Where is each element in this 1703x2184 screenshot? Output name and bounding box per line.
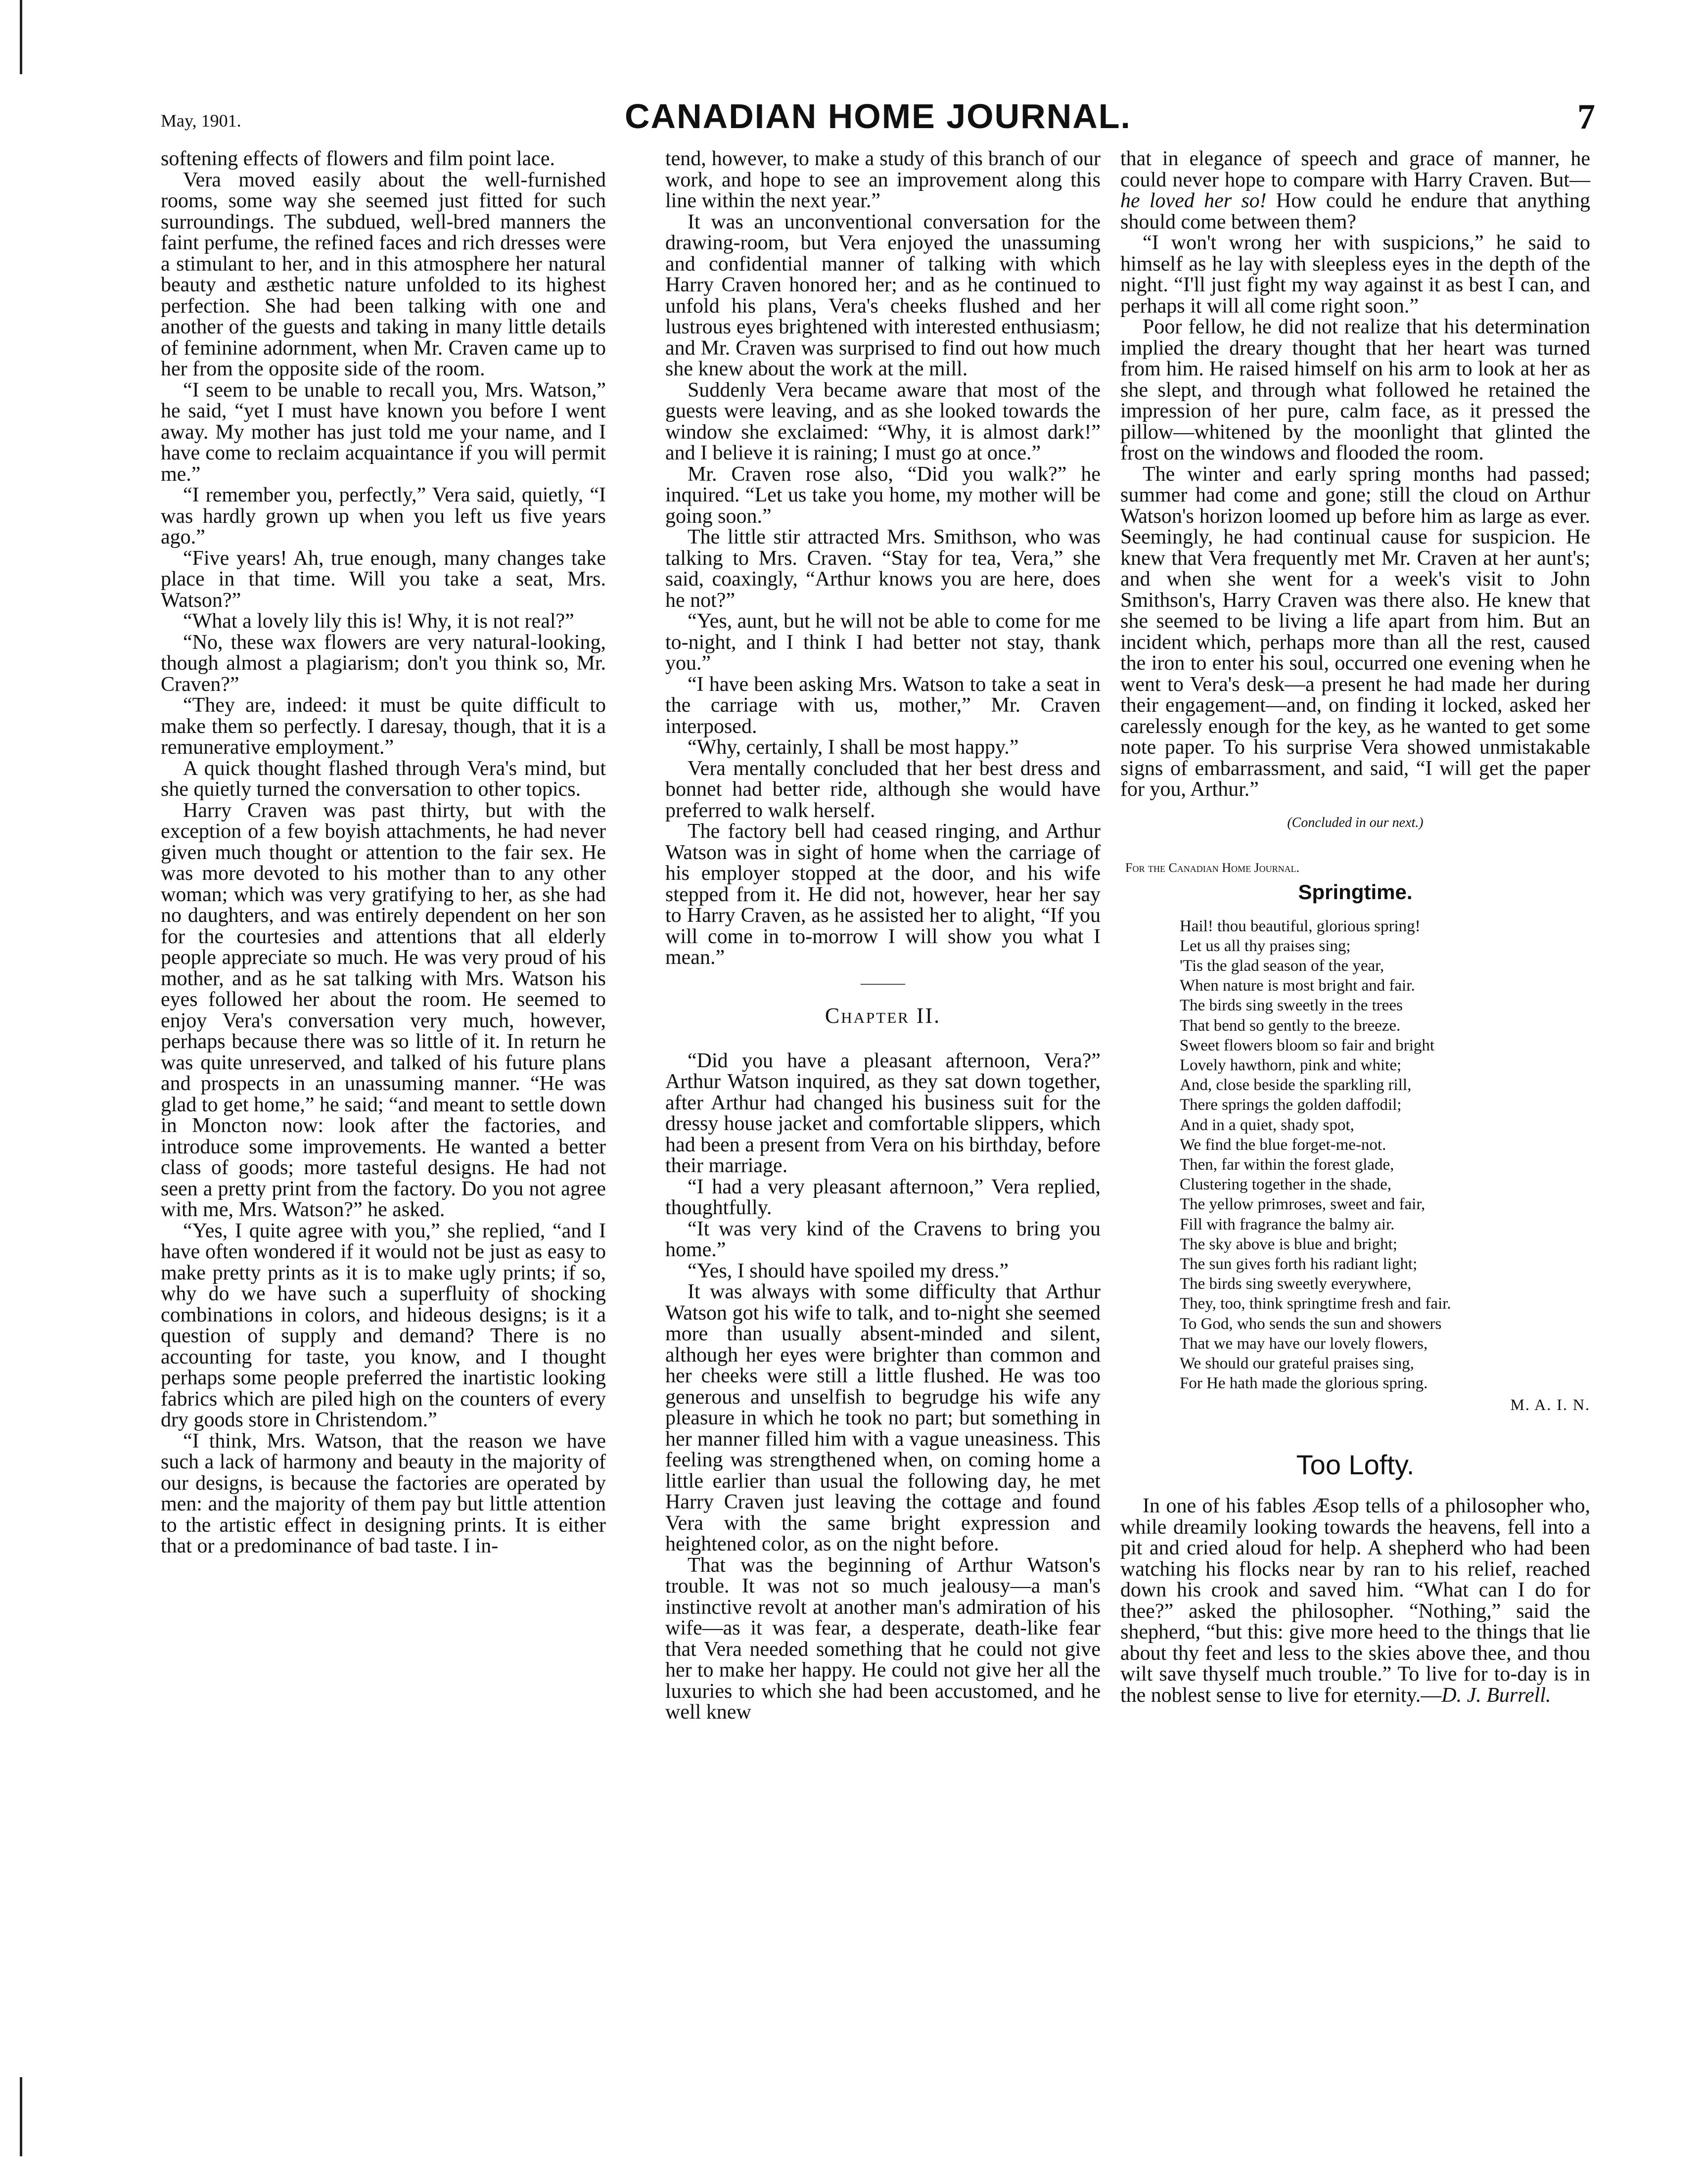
binding-mark-top <box>20 0 22 74</box>
article-title: Too Lofty. <box>1296 1449 1415 1481</box>
poem-credit-line: For the Canadian Home Journal. <box>1125 860 1300 875</box>
paragraph: “I seem to be unable to recall you, Mrs. Watson,” he said, “yet I must have known you before I went away. My mother has just told me your name, and I have come to reclaim acquaintance if you will permit me.” <box>161 378 606 486</box>
poem-line: There springs the golden daffodil; <box>1180 1096 1402 1114</box>
poem-line: For He hath made the glorious spring. <box>1180 1374 1428 1393</box>
poem-line: And, close beside the sparkling rill, <box>1180 1076 1412 1094</box>
poem-line: That we may have our lovely flowers, <box>1180 1334 1428 1353</box>
poem-line: And in a quiet, shady spot, <box>1180 1116 1354 1134</box>
paragraph: “Why, certainly, I shall be most happy.” <box>688 736 1019 759</box>
continued-note: (Concluded in our next.) <box>1287 815 1424 830</box>
binding-mark-bottom <box>20 2077 22 2156</box>
poem-line: The yellow primroses, sweet and fair, <box>1180 1195 1426 1214</box>
paragraph: A quick thought flashed through Vera's mind, but she quietly turned the conversation to other topics. <box>161 757 606 801</box>
paragraph: Suddenly Vera became aware that most of the guests were leaving, and as she looked towards the window she exclaimed: “Why, it is almost dark!” and I believe it is raining; I must go at once.” <box>665 378 1101 464</box>
paragraph: “I think, Mrs. Watson, that the reason we have such a lack of harmony and beauty in the majority of our designs, is because the factories are operated by men: and the majority of them pay but little attention to the artistic effect in designing prints. It is either that or a predominance of bad taste. I in- <box>161 1429 606 1557</box>
section-separator: ——— <box>861 974 905 991</box>
paragraph: Vera mentally concluded that her best dress and bonnet had better ride, although she would have preferred to walk herself. <box>665 757 1101 822</box>
paragraph: softening effects of flowers and film point lace. <box>161 147 555 170</box>
paragraph: The winter and early spring months had passed; summer had come and gone; still the cloud on Arthur Watson's horizon loomed up before him as large as ever. Seemingly, he had continual cause for suspicion. He knew that Vera frequently met Mr. Craven at her aunt's; and when she went for a week's visit to John Smithson's, Harry Craven was there also. He knew that she seemed to be living a life apart from him. But an incident which, perhaps more than all the rest, caused the iron to enter his soul, occurred one evening when he went to Vera's desk—a present he had made her during their engagement—and, on finding it locked, asked her carelessly enough for the key, as he wanted to get some note paper. To his surprise Vera showed unmistakable signs of embarrassment, and said, “I will get the paper for you, Arthur.” <box>1120 462 1590 801</box>
paragraph: “I won't wrong her with suspicions,” he said to himself as he lay with sleepless eyes in the depth of the night. “I'll just fight my way against it as best I can, and perhaps it will all come right soon.” <box>1120 231 1590 318</box>
paragraph: “No, these wax flowers are very natural-looking, though almost a plagiarism; don't you think so, Mr. Craven?” <box>161 631 606 696</box>
paragraph: “I remember you, perfectly,” Vera said, quietly, “I was hardly grown up when you left us five years ago.” <box>161 484 606 548</box>
paragraph: It was always with some difficulty that Arthur Watson got his wife to talk, and to-night she seemed more than usually absent-minded and silent, although her eyes were brighter than common and her cheeks were still a little flushed. He was too generous and unselfish to begrudge his wife any pleasure in which he took no part; but something in her manner filled him with a vague uneasiness. This feeling was strengthened when, on coming home a little earlier than usual the following day, he met Harry Craven just leaving the cottage and found Vera with the same bright expression and heightened color, as on the night before. <box>665 1280 1101 1555</box>
poem-line: We should our grateful praises sing, <box>1180 1354 1414 1372</box>
paragraph: The little stir attracted Mrs. Smithson, who was talking to Mrs. Craven. “Stay for tea, Vera,” she said, coaxingly, “Arthur knows you are here, does he not?” <box>665 526 1101 612</box>
poem-title: Springtime. <box>1298 880 1413 904</box>
paragraph <box>1120 148 1590 232</box>
poem-line: 'Tis the glad season of the year, <box>1180 956 1384 975</box>
poem-line: The birds sing sweetly in the trees <box>1180 997 1403 1015</box>
poem-line: Fill with fragrance the balmy air. <box>1180 1215 1395 1233</box>
poem-line: To God, who sends the sun and showers <box>1180 1315 1442 1333</box>
issue-date: May, 1901. <box>161 111 241 131</box>
paragraph: tend, however, to make a study of this branch of our work, and hope to see an improvement along this line within the next year.” <box>665 147 1101 212</box>
poem-line: Sweet flowers bloom so fair and bright <box>1180 1036 1435 1054</box>
poem-line: Then, far within the forest glade, <box>1180 1155 1394 1174</box>
paragraph: “What a lovely lily this is! Why, it is not real?” <box>183 610 574 633</box>
text-run: How could he endure that anything should come between them? <box>1120 189 1590 233</box>
paragraph: “Did you have a pleasant afternoon, Vera?” Arthur Watson inquired, as they sat down together, after Arthur had changed his business suit for the dressy house jacket and comfortable slippers, which had been a present from Vera on his birthday, before their marriage. <box>665 1049 1101 1177</box>
paragraph: “It was very kind of the Cravens to bring you home.” <box>665 1217 1101 1261</box>
journal-title: CANADIAN HOME JOURNAL. <box>625 97 1131 136</box>
paragraph: “Five years! Ah, true enough, many changes take place in that time. Will you take a seat, Mrs. Watson?” <box>161 546 606 612</box>
column-1 <box>161 148 606 1557</box>
paragraph: Vera moved easily about the well-furnished rooms, some way she seemed just fitted for such surroundings. The subdued, well-bred manners the faint perfume, the refined faces and rich dresses were a stimulant to her, and in this atmosphere her natural beauty and æsthetic nature unfolded to its highest perfection. She had been talking with one and another of the guests and taking in many little details of feminine adornment, when Mr. Craven came up to her from the opposite side of the room. <box>161 168 606 380</box>
paragraph: “I had a very pleasant afternoon,” Vera replied, thoughtfully. <box>665 1175 1101 1219</box>
poem-line: The sky above is blue and bright; <box>1180 1235 1397 1253</box>
page-number: 7 <box>1577 97 1595 136</box>
paragraph: “Yes, I should have spoiled my dress.” <box>688 1259 1009 1282</box>
paragraph: It was an unconventional conversation for the drawing-room, but Vera enjoyed the unassuming and confidential manner of talking with which Harry Craven honored her; and as he continued to unfold his plans, Vera's cheeks flushed and her lustrous eyes brightened with interested enthusiasm; and Mr. Craven was surprised to find out how much she knew about the work at the mill. <box>665 210 1101 380</box>
article-author: D. J. Burrell. <box>1441 1684 1551 1707</box>
paragraph: “I have been asking Mrs. Watson to take a seat in the carriage with us, mother,” Mr. Craven interposed. <box>665 673 1101 738</box>
chapter-heading: Chapter II. <box>825 1003 941 1028</box>
poem-line: Let us all thy praises sing; <box>1180 937 1351 955</box>
poem-line: Lovely hawthorn, pink and white; <box>1180 1056 1402 1074</box>
poem-line: The birds sing sweetly everywhere, <box>1180 1275 1412 1293</box>
paragraph: “They are, indeed: it must be quite difficult to make them so perfectly. I daresay, though, that it is a remunerative employment.” <box>161 694 606 759</box>
paragraph: Harry Craven was past thirty, but with the exception of a few boyish attachments, he had never given much thought or attention to the fair sex. He was more devoted to his mother than to any other woman; which was very gratifying to her, as she had no daughters, and was entirely dependent on her son for the courtesies and attentions that all elderly people appreciate so much. He was very proud of his mother, and as he sat talking with Mrs. Watson his eyes followed her about the room. He seemed to enjoy Vera's conversation very much, however, perhaps because there was so little of it. In return he was quite unreserved, and talked of his future plans and prospects in an unassuming manner. “He was glad to get home,” he said; “and meant to settle down in Moncton now: look after the factories, and introduce some improvements. He wanted a better class of goods; more tasteful designs. He had not seen a pretty print from the factory. Do you not agree with me, Mrs. Watson?” he asked. <box>161 799 606 1221</box>
poem-line: When nature is most bright and fair. <box>1180 977 1415 995</box>
poem-signature: M. A. I. N. <box>1510 1396 1590 1414</box>
poem-line: The sun gives forth his radiant light; <box>1180 1255 1418 1273</box>
paragraph: That was the beginning of Arthur Watson's trouble. It was not so much jealousy—a man's instinctive revolt at another man's admiration of his wife—as it was fear, a desperate, death-like fear that Vera needed something that he could not give her to make her happy. He could not give her all the luxuries to which she had been accustomed, and he well knew <box>665 1553 1101 1724</box>
poem-line: We find the blue forget-me-not. <box>1180 1136 1386 1154</box>
paragraph: Poor fellow, he did not realize that his determination implied the dreary thought that her heart was turned from him. He raised himself on his arm to look at her as she slept, and through what followed he retained the impression of her pure, calm face, as it pressed the pillow—whitened by the moonlight that glinted the frost on the windows and flooded the room. <box>1120 316 1590 464</box>
paragraph: “Yes, I quite agree with you,” she replied, “and I have often wondered if it would not be just as easy to make pretty prints as it is to make ugly prints; if so, why do we have such a superfluity of shocking combinations in colors, and hideous designs; is it a question of supply and demand? There is no accounting for taste, you know, and I thought perhaps some people preferred the inartistic looking fabrics which are piled high on the counters of every dry goods store in Christendom.” <box>161 1219 606 1431</box>
poem-line: Clustering together in the shade, <box>1180 1176 1391 1194</box>
column-2 <box>665 148 1101 1723</box>
poem <box>1120 916 1590 1414</box>
text-run: that in elegance of speech and grace of manner, he could never hope to compare with Harry Craven. But— <box>1120 147 1590 191</box>
article-body <box>1120 1496 1590 1706</box>
column-3 <box>1120 148 1590 1706</box>
poem-line: That bend so gently to the breeze. <box>1180 1016 1401 1035</box>
text-run: In one of his fables Æsop tells of a philosopher who, while dreamily looking towards the heavens, fell into a pit and cried aloud for help. A shepherd who had been watching his flocks near by ran to his relief, reached down his crook and saved him. “What can I do for thee?” asked the philosopher. “Nothing,” said the shepherd, “but this: give more heed to the things that lie about thy feet and less to the skies above thee, and thou wilt save thyself much trouble.” To live for to-day is in the noblest sense to live for eternity.— <box>1120 1495 1590 1707</box>
italic-text: he loved her so! <box>1120 189 1267 212</box>
masthead <box>161 96 1595 146</box>
poem-line: Hail! thou beautiful, glorious spring! <box>1180 917 1421 935</box>
paragraph: “Yes, aunt, but he will not be able to come for me to-night, and I think I had better not stay, thank you.” <box>665 610 1101 675</box>
poem-line: They, too, think springtime fresh and fair. <box>1180 1295 1451 1313</box>
paragraph: Mr. Craven rose also, “Did you walk?” he inquired. “Let us take you home, my mother will be going soon.” <box>665 462 1101 528</box>
paragraph: The factory bell had ceased ringing, and Arthur Watson was in sight of home when the carriage of his employer stopped at the door, and his wife stepped from it. He did not, however, hear her say to Harry Craven, as he assisted her to alight, “If you will come in to-morrow I will show you what I mean.” <box>665 820 1101 969</box>
